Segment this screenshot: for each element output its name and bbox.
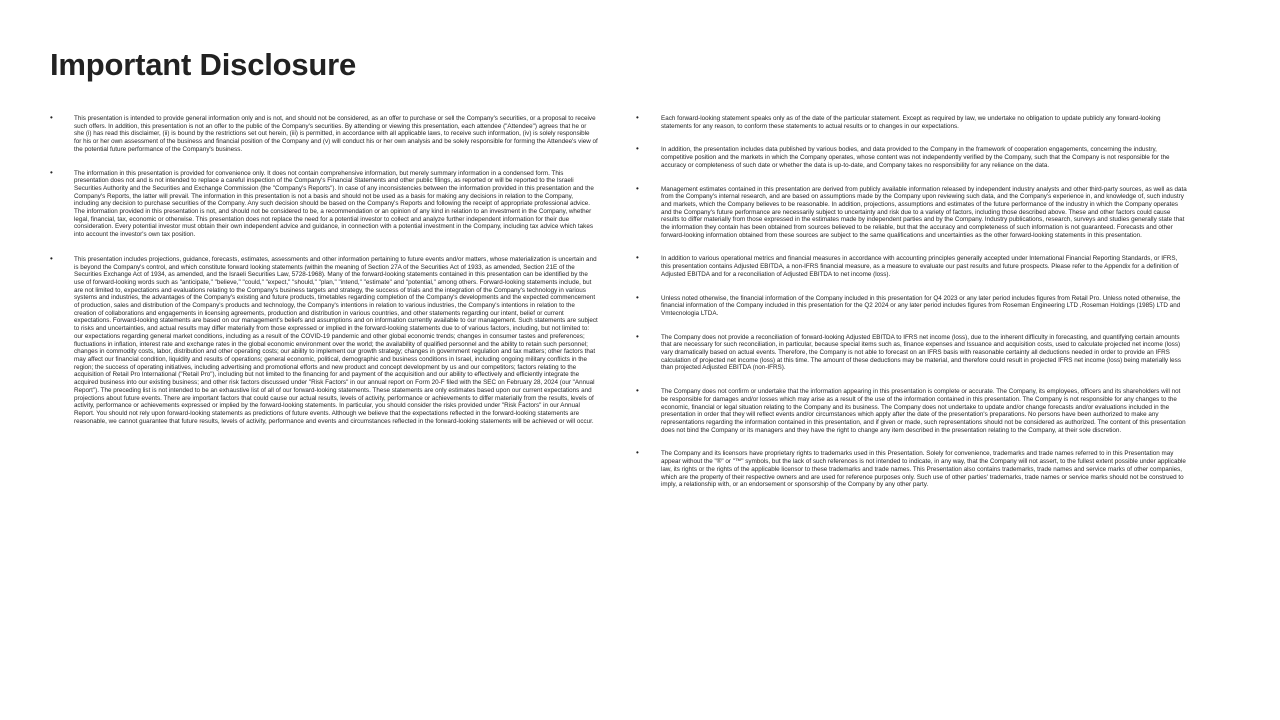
- disclosure-paragraph: [636, 292, 1188, 318]
- bullet-icon: •: [636, 448, 639, 458]
- bullet-icon: •: [50, 113, 53, 122]
- disclosure-paragraph: [636, 450, 1188, 489]
- disclosure-paragraph: [636, 388, 1188, 434]
- disclosure-paragraph: [636, 115, 1188, 130]
- paragraph-text: The Company and its licensors have proprietary rights to trademarks used in this Presentation. Solely for convenience, trademarks and trade names referred to in this Presentation may appear without the "®" or "™" symbols, but the lack of such references is not intended to indicate, in any way, that the Company will not assert, to the fullest extent possible under applicable law, its rights or the rights of the applicable licensor to these trademarks and trade names. This Presentation also contains trademarks, trade names and service marks of other companies, which are the property of their respective owners and are used for reference purposes only. Such use of other parties' trademarks, trade names or service marks should not be construed to imply, a relationship with, or an endorsement or sponsorship of the Company by any other party.: [661, 450, 1186, 489]
- paragraph-text: The information in this presentation is provided for convenience only. It does not contain comprehensive information, but merely summary information in a condensed form. This presentation does not and is not intended to replace a careful inspection of the Company's Financial Statements and other public filings, as reported or will be reported to the Israeli Securities Authority and the Securities and Exchange Commission (the "Company's Reports"). In case of any inconsistencies between the information provided in this presentation and the Company's Reports, the latter will prevail. The information in this presentation is not a basis and should not be used as a basis for making any decisions in relation to the Company, including any decision to purchase securities of the Company. Any such decision should be based on the Company's Reports and following the receipt of appropriate professional advice. The information provided in this presentation is not, and should not be considered to be, a recommendation or an opinion of any kind in relation to an investment in the Company, whether legal, financial, tax, economic or otherwise. This presentation does not replace the need for a potential investor to collect and analyze further independent information for their due consideration. Every potential investor must obtain their own independent advice and guidance, in connection with a potential investment in the Company, including tax advice which takes into account the investor's own tax position.: [74, 169, 594, 239]
- disclosure-paragraph: [50, 115, 598, 154]
- paragraph-text: This presentation includes projections, guidance, forecasts, estimates, assessments and other information pertaining to future events and/or matters, whose materialization is uncertain and is beyond the Company's control, and which constitute forward looking statements (within the meaning of Section 27A of the Securities Act of 1933, as amended, Section 21E of the Securities Exchange Act of 1934, as amended, and the Israeli Securities Law, 5728-1968). Many of the forward-looking statements contained in this presentation can be identified by the use of forward-looking words such as "anticipate," "believe," "could," "expect," "should," "plan," "intend," "estimate" and "potential," among others. Forward-looking statements include, but are not limited to, expectations and evaluations relating to the Company's business targets and strategy, the success of trials and the integration of the Company's technology in various systems and industries, the advantages of the Company's existing and future products, timetables regarding completion of the Company's developments and the expected commencement of production, sales and distribution of the Company's products and technology, the Company's intentions in relation to various industries, the Company's intentions in relation to the creation of collaborations and engagements in licensing agreements, production and distribution in various countries, and other statements regarding our intent, belief or current expectations. Forward-looking statements are based on our management's beliefs and assumptions and on information currently available to our management. Such statements are subject to risks and uncertainties, and actual results may differ materially from those expressed or implied in the forward-looking statements due to of various factors, including, but not limited to: our expectations regarding general market conditions, including as a result of the COVID-19 pandemic and other global economic trends; changes in consumer tastes and preferences; fluctuations in inflation, interest rate and exchange rates in the global economic environment over the world; the availability of qualified personnel and the ability to retain such personnel; changes in commodity costs, labor, distribution and other operating costs; our ability to implement our growth strategy; changes in government regulation and tax matters; other factors that may affect our financial condition, liquidity and results of operations; general economic, political, demographic and business conditions in Israel, including ongoing military conflicts in the region; the success of operating initiatives, including advertising and promotional efforts and new product and concept development by us and our competitors; factors relating to the acquisition of Retail Pro International ("Retail Pro"), including but not limited to the financing for and payment of the acquisition and our ability to effectively and efficiently integrate the acquired business into our existing business; and other risk factors discussed under "Risk Factors" in our annual report on Form 20-F filed with the SEC on February 28, 2024 (our "Annual Report"). The preceding list is not intended to be an exhaustive list of all of our forward-looking statements. These statements are only estimates based upon our current expectations and projections about future events. There are important factors that could cause our actual results, levels of activity, performance or achievements to differ materially from the results, levels of activity, performance or achievements expressed or implied by the forward-looking statements. In particular, you should consider the risks provided under "Risk Factors" in our Annual Report. You should not rely upon forward-looking statements as predictions of future events. Although we believe that the expectations reflected in the forward-looking statements are reasonable, we cannot guarantee that future results, levels of activity, performance and events and circumstances reflected in the forward-looking statements will be achieved or will occur.: [74, 255, 598, 425]
- disclosure-paragraph: [50, 167, 598, 239]
- bullet-icon: •: [636, 183, 639, 193]
- paragraph-text: Management estimates contained in this presentation are derived from publicly available information released by independent industry analysts and other third-party sources, as well as data from the Company's internal research, and are based on assumptions made by the Company upon reviewing such data, and the Company's experience in, and knowledge of, such industry and markets, which the Company believes to be reasonable. In addition, projections, assumptions and estimates of the future performance of the industry in which the Company operates and the Company's future performance are necessarily subject to uncertainty and risk due to a variety of factors, including those described above. These and other factors could cause results to differ materially from those expressed in the estimates made by independent parties and by the Company. Industry publications, research, surveys and studies generally state that the information they contain has been obtained from sources believed to be reliable, but that the accuracy and completeness of such information is not guaranteed. Forecasts and other forward-looking information obtained from these sources are subject to the same qualifications and uncertainties as the other forward-looking statements in this presentation.: [661, 185, 1187, 239]
- bullet-icon: •: [636, 253, 639, 263]
- bullet-icon: •: [636, 292, 639, 302]
- bullet-icon: •: [50, 167, 53, 177]
- paragraph-text: The Company does not provide a reconciliation of forward-looking Adjusted EBITDA to IFRS net income (loss), due to the inherent difficulty in forecasting, and quantifying certain amounts that are necessary for such reconciliation, in particular, because special items such as, finance expenses and Issuance and acquisition costs, used to calculate projected net income (loss) vary dramatically based on actual events. Therefore, the Company is not able to forecast on an IFRS basis with reasonable certainty all deductions needed in order to provide an IFRS calculation of projected net income (loss) at this time. The amount of these deductions may be material, and therefore could result in projected IFRS net income (loss) being materially less than projected Adjusted EBITDA (non-IFRS).: [661, 333, 1181, 372]
- disclosure-paragraph: [636, 331, 1188, 373]
- bullet-icon: •: [636, 113, 639, 122]
- bullet-icon: •: [636, 386, 639, 396]
- paragraph-text: In addition, the presentation includes data published by various bodies, and data provided to the Company in the framework of cooperation engagements, concerning the industry, competitive position and the markets in which the Company operates, whose content was not independently verified by the Company, such that the Company is not responsible for the accuracy or completeness of such date or whether the data is up-to-date, and Company takes no responsibility for any reliance on the data.: [661, 146, 1170, 169]
- bullet-icon: •: [636, 331, 639, 341]
- right-column: [636, 115, 1188, 489]
- left-column: [50, 115, 598, 425]
- paragraph-text: Unless noted otherwise, the financial information of the Company included in this presentation for Q4 2023 or any later period includes figures from Retail Pro. Unless noted otherwise, the financial information of the Company included in this presentation for the Q2 2024 or any later period includes figures from Roseman Engineering LTD ,Roseman Holdings (1985) LTD and Vmtecnologia LTDA.: [661, 294, 1181, 317]
- paragraph-text: This presentation is intended to provide general information only and is not, and should not be considered, as an offer to purchase or sell the Company's securities, or a proposal to receive such offers. In addition, this presentation is not an offer to the public of the Company's securities. By attending or viewing this presentation, each attendee ("Attendee") agrees that he or she (i) has read this disclaimer, (ii) is bound by the restrictions set out herein, (iii) is permitted, in accordance with all applicable laws, to receive such information, (iv) is solely responsible for his or her own assessment of the business and financial position of the Company and (v) will conduct his or her own analysis and be solely responsible for forming the Attendee's view of the potential future performance of the Company's business.: [74, 115, 598, 153]
- paragraph-text: In addition to various operational metrics and financial measures in accordance with accounting principles generally accepted under International Financial Reporting Standards, or IFRS, this presentation contains Adjusted EBITDA, a non-IFRS financial measure, as a measure to evaluate our past results and future prospects. Please refer to the Appendix for a definition of Adjusted EBITDA and for a reconciliation of Adjusted EBITDA to net income (loss).: [661, 255, 1179, 278]
- disclosure-paragraph: [636, 255, 1188, 278]
- disclosure-paragraph: [636, 183, 1188, 240]
- page-title: Important Disclosure: [50, 47, 357, 82]
- paragraph-text: Each forward-looking statement speaks only as of the date of the particular statement. Except as required by law, we undertake no obligation to update publicly any forward-looking statements for any reason, to conform these statements to actual results or to changes in our expectations.: [661, 115, 1161, 130]
- disclosure-paragraph: [50, 253, 598, 425]
- bullet-icon: •: [636, 144, 639, 154]
- bullet-icon: •: [50, 253, 53, 263]
- disclosure-paragraph: [636, 146, 1188, 169]
- paragraph-text: The Company does not confirm or undertake that the information appearing in this presentation is complete or accurate. The Company, its employees, officers and its shareholders will not be responsible for damages and/or losses which may arise as a result of the use of the information contained in this presentation. The Company is not responsible for any changes to the economic, financial or legal situation relating to the Company and its business. The Company does not undertake to update and/or change forecasts and/or evaluations included in the presentation in order that they will reflect events and/or circumstances which apply after the date of the presentation's preparations. No persons have been authorized to make any representations regarding the information contained in this presentation, and if given or made, such representations should not be considered as authorized. The content of this presentation does not bind the Company or its managers and they have the right to change any item described in the presentation relating to the Company, at their sole discretion.: [661, 388, 1186, 434]
